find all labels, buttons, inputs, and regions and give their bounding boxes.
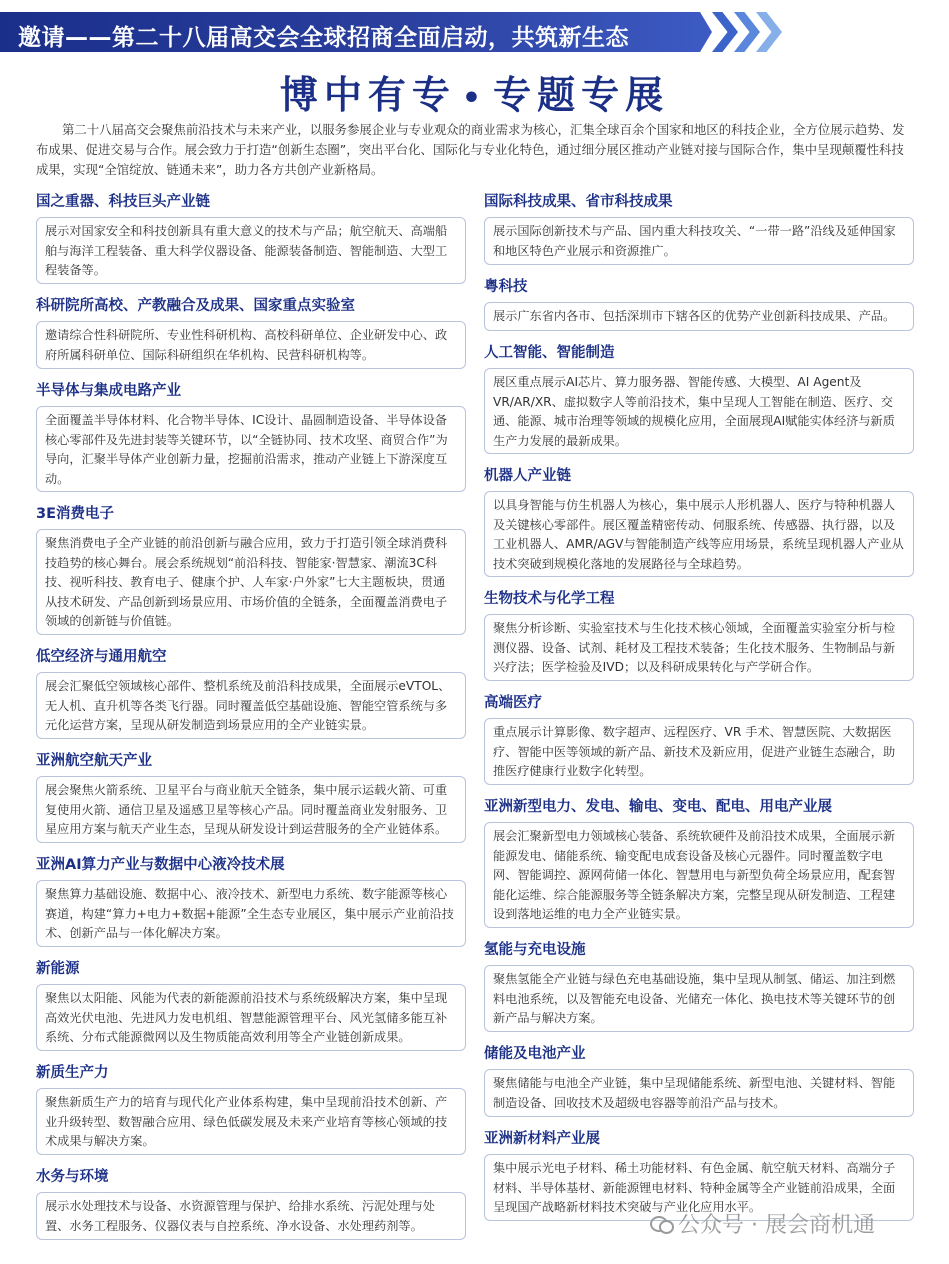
section-title: 粤科技 [484, 279, 528, 295]
section [484, 797, 914, 928]
ink-dot-icon: • [461, 81, 488, 116]
watermark-text: 公众号 · 展会商机通 [678, 1212, 875, 1238]
subtitle-right: 专题专展 [493, 72, 670, 117]
section-body: 展示对国家安全和科技创新具有重大意义的技术与产品；航空航天、高端船舶与海洋工程装备、重大科学仪器设备、能源装备制造、智能制造、大型工程装备等。 [36, 217, 466, 284]
section [36, 192, 466, 284]
section-title: 高端医疗 [484, 695, 542, 711]
section-body: 聚焦分析诊断、实验室技术与生化技术核心领域，全面覆盖实验室分析与检测仪器、设备、试剂、耗材及工程技术装备；生化技术服务、生物制品与新兴疗法；医学检验及IVD；以及科研成果转化与产学研合作。 [484, 614, 914, 681]
section [36, 1167, 466, 1240]
section-body: 展示广东省内各市、包括深圳市下辖各区的优势产业创新科技成果、产品。 [484, 302, 914, 331]
section [36, 296, 466, 369]
header-banner [0, 0, 949, 62]
section-title: 人工智能、智能制造 [484, 345, 615, 361]
section-title: 新质生产力 [36, 1065, 109, 1081]
section [484, 693, 914, 785]
section [484, 466, 914, 577]
section [484, 343, 914, 454]
section-body: 聚焦算力基础设施、数据中心、液冷技术、新型电力系统、数字能源等核心赛道，构建“算力+电力+数据+能源”全生态专业展区，集中展示产业前沿技术、创新产品与一体化解决方案。 [36, 880, 466, 947]
section-title: 科研院所高校、产教融合及成果、国家重点实验室 [36, 298, 355, 314]
section-title: 半导体与集成电路产业 [36, 383, 181, 399]
right-column [484, 192, 914, 1221]
section-body: 聚焦新质生产力的培育与现代化产业体系构建，集中呈现前沿技术创新、产业升级转型、数智融合应用、绿色低碳发展及未来产业培育等核心领域的技术成果与解决方案。 [36, 1088, 466, 1155]
section-body: 展会汇聚低空领域核心部件、整机系统及前沿科技成果，全面展示eVTOL、无人机、直升机等各类飞行器。同时覆盖低空基础设施、智能空管系统与多元化运营方案，呈现从研发制造到场景应用的全产业链实景。 [36, 672, 466, 739]
section-body: 展示水处理技术与设备、水资源管理与保护、给排水系统、污泥处理与处置、水务工程服务、仪器仪表与自控系统、净水设备、水处理药剂等。 [36, 1192, 466, 1240]
section-title: 生物技术与化学工程 [484, 591, 615, 607]
section-title: 机器人产业链 [484, 468, 571, 484]
section-title: 国际科技成果、省市科技成果 [484, 194, 673, 210]
chevron-right-icon [712, 12, 738, 52]
section-body: 全面覆盖半导体材料、化合物半导体、IC设计、晶圆制造设备、半导体设备核心零部件及先进封装等关键环节，以“全链协同、技术攻坚、商贸合作”为导向，汇聚半导体产业创新力量，挖掘前沿需求，推动产业链上下游深度互动。 [36, 406, 466, 492]
section [36, 504, 466, 635]
left-column [36, 192, 466, 1240]
section-body: 聚焦储能与电池全产业链，集中呈现储能系统、新型电池、关键材料、智能制造设备、回收技术及超级电容器等前沿产品与技术。 [484, 1069, 914, 1117]
section-body: 展区重点展示AI芯片、算力服务器、智能传感、大模型、AI Agent及VR/AR/XR、虚拟数字人等前沿技术，集中呈现人工智能在制造、医疗、交通、能源、城市治理等领域的规模化应用，全面展现AI赋能实体经济与新质生产力发展的最新成果。 [484, 368, 914, 454]
intro-paragraph: 第二十八届高交会聚焦前沿技术与未来产业，以服务参展企业与专业观众的商业需求为核心，汇集全球百余个国家和地区的科技企业，全方位展示趋势、发布成果、促进交易与合作。展会致力于打造“创新生态圈”，突出平台化、国际化与专业化特色，通过细分展区推动产业链对接与国际合作，集中呈现颠覆性科技成果，实现“全馆绽放、链通未来”，助力各方共创产业新格局。 [36, 122, 905, 177]
section-title: 氢能与充电设施 [484, 942, 586, 958]
section-title: 水务与环境 [36, 1169, 109, 1185]
wechat-icon [650, 1214, 672, 1232]
section-title: 亚洲新型电力、发电、输电、变电、配电、用电产业展 [484, 799, 832, 815]
section [484, 192, 914, 265]
section-body: 邀请综合性科研院所、专业性科研机构、高校科研单位、企业研发中心、政府所属科研单位、国际科研组织在华机构、民营科研机构等。 [36, 321, 466, 369]
section-body: 聚焦以太阳能、风能为代表的新能源前沿技术与系统级解决方案，集中呈现高效光伏电池、先进风力发电机组、智慧能源管理平台、风光氢储多能互补系统、分布式能源微网以及生物质能高效利用等全产业链创新成果。 [36, 984, 466, 1051]
section-title: 储能及电池产业 [484, 1046, 586, 1062]
section-title: 亚洲AI算力产业与数据中心液冷技术展 [36, 857, 285, 873]
section [36, 381, 466, 492]
section [484, 940, 914, 1032]
section [36, 959, 466, 1051]
section-body: 重点展示计算影像、数字超声、远程医疗、VR 手术、智慧医院、大数据医疗、智能中医等领域的新产品、新技术及新应用，促进产业链生态融合，助推医疗健康行业数字化转型。 [484, 718, 914, 785]
section-title: 新能源 [36, 961, 80, 977]
section-body: 聚焦消费电子全产业链的前沿创新与融合应用，致力于打造引领全球消费科技趋势的核心舞台。展会系统规划“前沿科技、智能家·智慧家、潮流3C科技、视听科技、教育电子、健康个护、人车家·户外家”七大主题板块，贯通从技术研发、产品创新到场景应用、市场价值的全链条，全面覆盖消费电子领域的创新链与价值链。 [36, 529, 466, 635]
calligraphy-subtitle [0, 64, 949, 119]
section-body: 以具身智能与仿生机器人为核心，集中展示人形机器人、医疗与特种机器人及关键核心零部件。展区覆盖精密传动、伺服系统、传感器、执行器，以及工业机器人、AMR/AGV与智能制造产线等应用场景，系统呈现机器人产业从技术突破到规模化落地的发展路径与全球趋势。 [484, 491, 914, 577]
section [36, 751, 466, 843]
section [484, 1044, 914, 1117]
section-title: 亚洲新材料产业展 [484, 1131, 600, 1147]
section [36, 855, 466, 947]
section-body: 展会汇聚新型电力领域核心装备、系统软硬件及前沿技术成果，全面展示新能源发电、储能系统、输变配电成套设备及核心元器件。同时覆盖数字电网、智能调控、源网荷储一体化、智慧用电与新型负荷全场景应用，配套智能化运维、综合能源服务等全链条解决方案，完整呈现从研发制造、工程建设到落地运维的电力全产业链实景。 [484, 822, 914, 928]
section-body: 展会聚焦火箭系统、卫星平台与商业航天全链条，集中展示运载火箭、可重复使用火箭、通信卫星及遥感卫星等核心产品。同时覆盖商业发射服务、卫星应用方案与航天产业生态，呈现从研发设计到运营服务的全产业链体系。 [36, 776, 466, 843]
section [36, 1063, 466, 1155]
section-body: 集中展示光电子材料、稀土功能材料、有色金属、航空航天材料、高端分子材料、半导体基材、新能源锂电材料、特种金属等全产业链前沿成果，全面呈现国产战略新材料技术突破与产业化应用水平。 [484, 1154, 914, 1221]
section-body: 聚焦氢能全产业链与绿色充电基础设施，集中呈现从制氢、储运、加注到燃料电池系统，以及智能充电设备、光储充一体化、换电技术等关键环节的创新产品与解决方案。 [484, 965, 914, 1032]
subtitle-left: 博中有专 [279, 72, 456, 117]
section [484, 277, 914, 331]
section-title: 国之重器、科技巨头产业链 [36, 194, 210, 210]
watermark [650, 1208, 875, 1238]
section [484, 589, 914, 681]
section-title: 亚洲航空航天产业 [36, 753, 152, 769]
section-title: 3E消费电子 [36, 506, 114, 522]
page-title: 邀请——第二十八届高交会全球招商全面启动，共筑新生态 [18, 25, 629, 51]
section-body: 展示国际创新技术与产品、国内重大科技攻关、“一带一路”沿线及延伸国家和地区特色产业展示和资源推广。 [484, 217, 914, 265]
section-title: 低空经济与通用航空 [36, 649, 167, 665]
section [36, 647, 466, 739]
